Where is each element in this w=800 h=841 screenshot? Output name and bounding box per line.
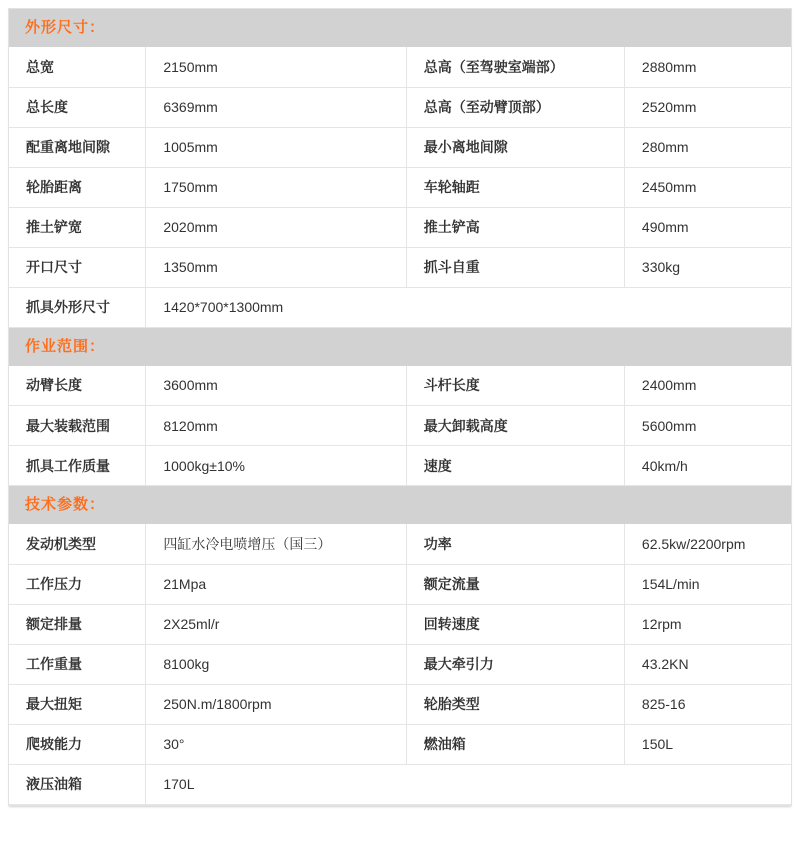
- table-row: [9, 524, 791, 564]
- spec-table: [9, 47, 791, 328]
- spec-label: 额定排量: [9, 604, 146, 644]
- spec-value: 62.5kw/2200rpm: [624, 524, 791, 564]
- spec-value: 6369mm: [146, 87, 406, 127]
- spec-label: 开口尺寸: [9, 247, 146, 287]
- spec-value: 2520mm: [624, 87, 791, 127]
- spec-value: 四缸水冷电喷增压（国三）: [146, 524, 406, 564]
- spec-label: 最大卸载高度: [406, 406, 624, 446]
- spec-label: 液压油箱: [9, 764, 146, 804]
- spec-label: 推土铲宽: [9, 207, 146, 247]
- spec-label: 速度: [406, 446, 624, 486]
- spec-value: 2880mm: [624, 47, 791, 87]
- spec-table: [9, 366, 791, 487]
- spec-value: 2020mm: [146, 207, 406, 247]
- table-row: [9, 127, 791, 167]
- spec-value: 1750mm: [146, 167, 406, 207]
- spec-value: 1350mm: [146, 247, 406, 287]
- spec-label: 发动机类型: [9, 524, 146, 564]
- spec-value: 8100kg: [146, 644, 406, 684]
- spec-label: 最大装载范围: [9, 406, 146, 446]
- spec-label: 工作重量: [9, 644, 146, 684]
- table-row: [9, 446, 791, 486]
- spec-value: 2450mm: [624, 167, 791, 207]
- section-title: 外形尺寸：: [9, 9, 791, 47]
- spec-label: 抓斗自重: [406, 247, 624, 287]
- table-row: [9, 87, 791, 127]
- spec-label: 总高（至驾驶室端部）: [406, 47, 624, 87]
- spec-label: 工作压力: [9, 564, 146, 604]
- spec-value: 5600mm: [624, 406, 791, 446]
- spec-value: 2400mm: [624, 366, 791, 406]
- spec-value: 170L: [146, 764, 791, 804]
- spec-value: 280mm: [624, 127, 791, 167]
- spec-label: 最大牵引力: [406, 644, 624, 684]
- spec-value: 30°: [146, 724, 406, 764]
- spec-label: 斗杆长度: [406, 366, 624, 406]
- table-row: [9, 564, 791, 604]
- spec-label: 回转速度: [406, 604, 624, 644]
- table-row: [9, 366, 791, 406]
- spec-value: 21Mpa: [146, 564, 406, 604]
- table-row: [9, 47, 791, 87]
- spec-container: [8, 8, 792, 806]
- spec-label: 车轮轴距: [406, 167, 624, 207]
- spec-label: 总宽: [9, 47, 146, 87]
- spec-sections: [9, 9, 791, 805]
- spec-value: 154L/min: [624, 564, 791, 604]
- spec-label: 配重离地间隙: [9, 127, 146, 167]
- spec-value: 330kg: [624, 247, 791, 287]
- spec-label: 燃油箱: [406, 724, 624, 764]
- spec-value: 1420*700*1300mm: [146, 287, 791, 327]
- spec-value: 1005mm: [146, 127, 406, 167]
- spec-value: 8120mm: [146, 406, 406, 446]
- table-row: [9, 724, 791, 764]
- table-row: [9, 406, 791, 446]
- spec-label: 轮胎距离: [9, 167, 146, 207]
- table-row: [9, 604, 791, 644]
- spec-label: 总高（至动臂顶部）: [406, 87, 624, 127]
- spec-value: 2X25ml/r: [146, 604, 406, 644]
- spec-label: 抓具工作质量: [9, 446, 146, 486]
- spec-value: 3600mm: [146, 366, 406, 406]
- table-row: [9, 287, 791, 327]
- table-row: [9, 764, 791, 804]
- spec-value: 40km/h: [624, 446, 791, 486]
- spec-label: 抓具外形尺寸: [9, 287, 146, 327]
- spec-table: [9, 524, 791, 805]
- spec-value: 150L: [624, 724, 791, 764]
- spec-label: 爬坡能力: [9, 724, 146, 764]
- spec-label: 动臂长度: [9, 366, 146, 406]
- spec-value: 825-16: [624, 684, 791, 724]
- spec-value: 12rpm: [624, 604, 791, 644]
- spec-label: 额定流量: [406, 564, 624, 604]
- section-title: 技术参数：: [9, 486, 791, 524]
- spec-label: 最小离地间隙: [406, 127, 624, 167]
- spec-label: 总长度: [9, 87, 146, 127]
- spec-value: 490mm: [624, 207, 791, 247]
- table-row: [9, 167, 791, 207]
- spec-value: 43.2KN: [624, 644, 791, 684]
- table-row: [9, 644, 791, 684]
- spec-value: 1000kg±10%: [146, 446, 406, 486]
- spec-label: 最大扭矩: [9, 684, 146, 724]
- table-row: [9, 247, 791, 287]
- section-title: 作业范围：: [9, 328, 791, 366]
- spec-label: 轮胎类型: [406, 684, 624, 724]
- table-row: [9, 207, 791, 247]
- spec-label: 功率: [406, 524, 624, 564]
- spec-value: 2150mm: [146, 47, 406, 87]
- spec-label: 推土铲高: [406, 207, 624, 247]
- spec-value: 250N.m/1800rpm: [146, 684, 406, 724]
- table-row: [9, 684, 791, 724]
